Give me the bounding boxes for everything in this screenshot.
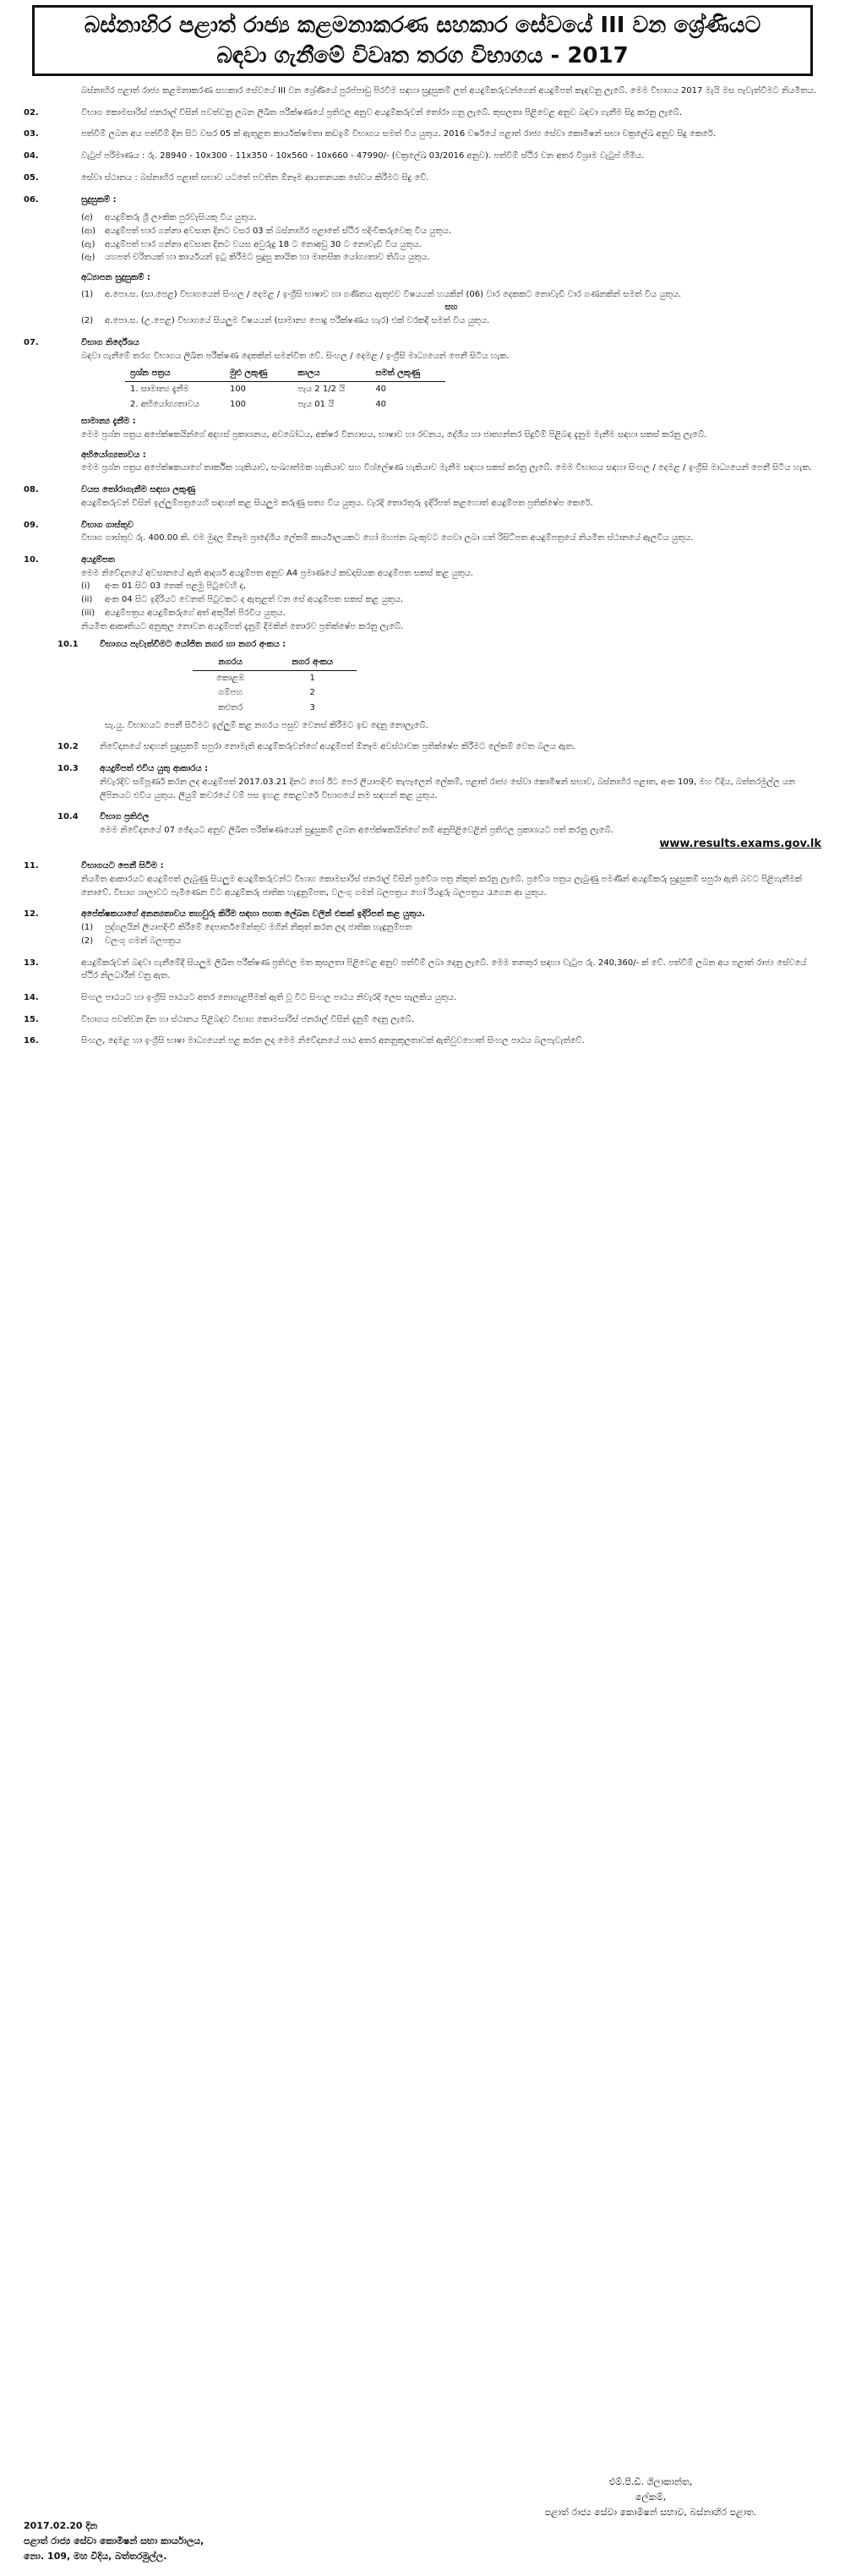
section-heading: විභාග නිර්දේශය (81, 337, 139, 347)
section-number: 10.4 (57, 812, 79, 822)
section-05 (24, 172, 821, 185)
section-07 (24, 336, 821, 363)
section-number: 10.3 (57, 764, 79, 774)
list-item (24, 288, 821, 302)
item-text: අයදුම්කරු ශ්‍රී ලාංකික පුරවැසියකු විය යුතුය. (105, 213, 257, 223)
item-label: (iii) (81, 608, 95, 618)
list-item (24, 593, 821, 607)
section-16 (24, 1034, 821, 1048)
results-url-line (24, 838, 821, 852)
item-label: (ඈ) (81, 253, 95, 263)
table-cell: 1. සාමාන්‍ය දැනීම (130, 384, 189, 394)
list-item (24, 251, 821, 265)
list-item (24, 607, 821, 620)
section-number: 10. (24, 554, 39, 565)
section-10-4 (24, 810, 821, 851)
section-text: නිවැරදිව සම්පූර්ණ කරන ලද අයදුම්පත් 2017.03.21 දිනට හෝ ඊට පෙර ලියාපදිංචි තැපෑලෙන් ලේකම්, පළාත් රාජ්‍ය සේවා කොමිෂන් සභාව, බස්නාහිර පළාත, අංක 109, මහ වීදිය, බත්තරමුල්ල යන ලිපිනයට එවිය යුතුය. ලියුම් කවරයේ වම් පස ඉහළ කෙළවරේ විභාගයේ නම සඳහන් කළ යුතුය. (100, 777, 796, 800)
gk-heading: සාමාන්‍ය දැනීම : (81, 417, 136, 427)
section-number: 14. (24, 992, 39, 1002)
item-label: (2) (81, 936, 94, 946)
section-text: නිවේදනයේ සඳහන් සුදුසුකම් සපුරා නොමැති අයදුම්කරුවන්ගේ අයදුම්පත් ඕනෑම අවස්ථාවක ප්‍රතික්ෂේප කිරීමට ලේකම් වෙත බලය ඇත. (100, 742, 575, 752)
footer-date: 2017.02.20 දින (24, 2520, 98, 2531)
signature-block (473, 2475, 828, 2520)
section-text: මෙම නිවේදනයේ අවසානයේ ඇති ආදර්ශ අයදුම්පත අනුව A4 ප්‍රමාණයේ කඩදාසියක අයදුම්පත සකස් කළ යුතුය. (81, 568, 474, 578)
table-cell: පැය 2 1/2 යි (297, 384, 346, 394)
table-row (193, 701, 357, 716)
table-header: සමත් ලකුණු (370, 366, 445, 381)
section-text: විභාග කොමසාරිස් ජනරාල් විසින් පවත්වනු ලබන ලිඛිත පරීක්ෂණයේ ප්‍රතිඵල අනුව අයදුම්කරුවන් තෝරා ගනු ලැබේ. කුසලතා පිළිවෙළ අනුව බඳවා ගැනීම සිදු කරනු ලැබේ. (81, 107, 683, 117)
section-10 (24, 554, 821, 633)
section-text: නියමිත ආකාරයට අයදුම්පත් ලැබුණු සියලුම අයදුම්කරුවන්ට විභාග කොමසාරිස් ජනරාල් විසින් ප්‍රවේශ පත්‍ර නිකුත් කරනු ලැබේ. ප්‍රවේශ පත්‍රය ලැබුණු පමණින් අයදුම්කරු සුදුසුකම් සපුරා ඇති බවට පිළිගැනීමක් නොවේ. විභාග ශාලාවට පැමිණෙන විට අයදුම්කරු ජාතික හැඳුනුම්පත, වලංගු ගමන් බලපත්‍රය හෝ රියදුරු බලපත්‍රය රැගෙන ආ යුතුය. (81, 875, 802, 898)
item-label: (1) (81, 923, 94, 933)
section-text: මෙම නිවේදනයේ 07 ඡේදයට අනුව ලිඛිත පරීක්ෂණයෙන් සුදුසුකම් ලබන අපේක්ෂකයින්ගේ නම් අනුපිළිවෙළින් ප්‍රතිඵල ප්‍රකාශයට පත් කරනු ලැබේ. (100, 825, 613, 835)
item-text: අ.පො.ස. (උ.පෙළ) විභාගයේ සියලුම විෂයයන් (සාමාන්‍ය පොදු පරීක්ෂණය හැර) එක් වරකදී සමත් විය යුතුය. (105, 316, 490, 326)
section-number: 15. (24, 1014, 39, 1024)
section-number: 08. (24, 485, 39, 495)
intro-paragraph: බස්නාහිර පළාත් රාජ්‍ය කළමනාකරණ සහකාර සේවයේ III වන ශ්‍රේණියේ පුරප්පාඩු පිරවීම සඳහා සුදුසුකම් ලත් අයදුම්කරුවන්ගෙන් අයදුම්පත් කැඳවනු ලැබේ. මෙම විභාගය 2017 මැයි මස පැවැත්වීමට නියමිතය. (81, 86, 816, 96)
section-number: 10.1 (57, 640, 79, 650)
title-line-1: බස්නාහිර පළාත් රාජ්‍ය කළමනාකරණ සහකාර සේවයේ III වන ශ්‍රේණියට (84, 13, 761, 38)
footer-address: නො. 109, මහ වීදිය, බත්තරමුල්ල. (24, 2551, 167, 2562)
item-text: සහ (444, 303, 458, 313)
section-heading: විභාග ප්‍රතිඵල (100, 812, 150, 822)
exam-table (125, 366, 445, 412)
qualifications-list (24, 211, 821, 265)
section-text: අයදුම්කරුවන් බඳවා ගැනීමේදී සියලුම ලිඛිත පරීක්ෂණ ප්‍රතිඵල මත කුසලතා පිළිවෙළ අනුව පත්වීම් ලබා දෙනු ලැබේ. මෙම තනතුර සඳහා වැටුප රු. 240,360/- ක් වේ. පත්වීම් ලබන අය පළාත් රාජ්‍ය සේවයේ ස්ථිර නිලධාරීන් වනු ඇත. (81, 958, 807, 981)
item-text: අ.පො.ස. (සා.පෙළ) විභාගයෙන් සිංහල / දෙමළ / ඉංග්‍රීසි භාෂාව හා ගණිතය ඇතුළුව විෂයයන් හයකින් (06) වාර දෙකකට නොවැඩි වාර ගණනකින් සමත් විය යුතුය. (105, 289, 682, 299)
results-url-link[interactable]: www.results.exams.gov.lk (659, 837, 821, 850)
table-cell: 40 (375, 399, 387, 409)
section-heading: අයදුම්පත (81, 554, 115, 565)
item-label: (2) (81, 316, 94, 326)
section-heading: සුදුසුකම් : (81, 194, 117, 205)
item-label: (ඇ) (81, 239, 95, 249)
table-cell: 2 (309, 688, 315, 698)
list-item (24, 314, 821, 328)
section-number: 13. (24, 958, 39, 968)
section-number: 09. (24, 520, 39, 530)
section-heading: විභාගය පැවැත්වීමට යෝජිත නගර හා නගර අංකය : (100, 640, 286, 650)
item-text: අංක 01 සිට 03 තෙක් පළමු පිටුවෙහි ද, (105, 581, 246, 592)
section-number: 16. (24, 1036, 39, 1046)
section-text: අයදුම්කරුවන් විසින් ඉල්ලුම්පත්‍රයෙහි සඳහන් කළ සියලුම කරුණු සත්‍ය විය යුතුය. වැරදි තොරතුරු ඉදිරිපත් කළහොත් අයදුම්පත ප්‍රතික්ෂේප කෙරේ. (81, 498, 593, 508)
table-cell: 40 (375, 384, 387, 394)
table-cell: පැය 01 යි (297, 399, 335, 409)
section-number: 04. (24, 151, 39, 161)
section-heading: අයදුම්පත් එවිය යුතු ආකාරය : (100, 764, 209, 774)
signature-name: එම්.පී.ඩී. ශිලාකාන්ත, (608, 2476, 693, 2487)
table-header: කාලය (292, 366, 370, 381)
table-cell: 100 (229, 384, 247, 394)
notice-body (24, 85, 821, 1056)
section-text: සේවා ස්ථානය : බස්නාහිර පළාත් සභාව යටතේ පවතින ඕනෑම ආයතනයක සේවය කිරීමට සිදු වේ. (81, 172, 429, 183)
section-heading: වයස තෝරාගැනීම සඳහා ලකුණු (81, 485, 196, 495)
table-header-row (193, 655, 357, 670)
item-label: (1) (81, 289, 94, 299)
section-text-2: නියමිත ආකෘතියට අනුකූල නොවන අයදුම්පත් දැනුම් දීමකින් තොරව ප්‍රතික්ෂේප කරනු ලැබේ. (81, 621, 404, 631)
table-cell: 3 (309, 703, 315, 713)
section-number: 11. (24, 861, 39, 871)
section-text: සිංහල පාඨයට හා ඉංග්‍රීසි පාඨයට අතර නොගැළපීමක් ඇති වූ විට සිංහල පාඨය නිවැරදි ලෙස සැලකිය යුතුය. (81, 992, 457, 1002)
section-02 (24, 106, 821, 120)
list-item (24, 921, 821, 935)
table-header: මුළු ලකුණු (225, 366, 292, 381)
section-number: 05. (24, 172, 39, 183)
title-box (32, 5, 813, 76)
table-cell: කොළඹ (216, 673, 245, 683)
section-text: සිංහල, දෙමළ හා ඉංග්‍රීසි භාෂා මාධ්‍යයෙන් පළ කරන ලද මෙම නිවේදනයේ පාඨ අතර අනනුකූලතාවක් ඇතිවුවහොත් සිංහල පාඨය බලපැවැත්වේ. (81, 1036, 585, 1046)
section-number: 07. (24, 337, 39, 347)
section-text: විභාගය පවත්වන දින හා ස්ථානය පිළිබඳව විභාග කොමසාරිස් ජනරාල් විසින් දැනුම් දෙනු ලැබේ. (81, 1014, 414, 1024)
section-number: 06. (24, 194, 39, 205)
item-text: අයදුම්පත් භාර ගන්නා අවසාන දිනට වසර 03 ක් බස්නාහිර පළාතේ ස්ථිර පදිංචිකරුවෙකු විය යුතුය. (105, 226, 451, 236)
section-number: 02. (24, 107, 39, 117)
table-cell: ගම්පහ (218, 688, 243, 698)
section-number: 10.2 (57, 742, 79, 752)
section-09 (24, 519, 821, 545)
list-item (24, 935, 821, 948)
table-header: නගරය (193, 655, 268, 670)
item-text: අයදුම්පත් භාර ගන්නා අවසාන දිනට වයස අවුරුදු 18 ට නොඅඩු 30 ට නොවැඩි විය යුතුය. (105, 239, 422, 249)
iq-heading: අභියෝග්‍යතාවය : (81, 450, 146, 460)
section-heading: විභාගයට පෙනී සිටීම : (81, 861, 164, 871)
item-label: (ආ) (81, 226, 96, 236)
footer-office: පළාත් රාජ්‍ය සේවා කොමිෂන් සභා කාර්යාලය, (24, 2535, 204, 2546)
list-item (24, 211, 821, 225)
list-item (24, 238, 821, 252)
section-12 (24, 908, 821, 947)
section-10-1 (24, 638, 821, 652)
item-label: (i) (81, 581, 90, 592)
title-line-2: බඳවා ගැනීමේ විවෘත තරග විභාගය - 2017 (216, 43, 629, 68)
list-item (24, 225, 821, 238)
table-header: නගර අංකය (268, 655, 357, 670)
item-text: අංක 04 සිට ඉදිරියට වෙනත් පිටුවකට ද ඇතුළත් වන සේ අයදුම්පත සකස් කළ යුතුය. (105, 595, 404, 605)
table-row (125, 381, 445, 396)
item-text: වලංගු ගමන් බලපත්‍රය (105, 936, 182, 946)
section-10-2 (24, 740, 821, 754)
item-label: (අ) (81, 213, 93, 223)
section-08 (24, 483, 821, 510)
section-text: බඳවා ගැනීමේ තරග විභාගය ලිඛිත පරීක්ෂණ දෙකකින් සමන්විත වේ. සිංහල / දෙමළ / ඉංග්‍රීසි මාධ්‍යයෙන් පෙනී සිටිය හැක. (81, 351, 510, 361)
section-04 (24, 150, 821, 163)
section-text: විභාග ගාස්තුව රු. 400.00 කි. එම මුදල ඕනෑම ප්‍රාදේශීය ලේකම් කාර්යාලයකට හෝ මහජන බැංකුවට ගෙවා ලබා ගත් රිසිට්පත අයදුම්පත්‍රයේ නියමිත ස්ථානයේ ඇලවිය යුතුය. (81, 533, 694, 543)
table-header: ප්‍රශ්න පත්‍රය (125, 366, 225, 381)
list-item (24, 580, 821, 593)
section-text: පත්වීම් ලබන අය පත්වීම් දින සිට වසර 05 ක් ඇතුළත කාර්යක්ෂමතා කඩඉම් විභාගය සමත් විය යුතුය. 2016 වර්ෂයේ පළාත් රාජ්‍ය සේවා කොමිෂන් සභා චක්‍රලේඛ අනුව සිදු කෙරේ. (81, 129, 716, 139)
iq-text: මෙම ප්‍රශ්න පත්‍රය අපේක්ෂකයාගේ තාර්කික හැකියාව, සංඛ්‍යාත්මක හැකියාව සහ විශ්ලේෂණ හැකියාව මැනීම සඳහා සකස් කරනු ලැබේ. මෙම විභාගය සඳහා සිංහල / දෙමළ / ඉංග්‍රීසි මාධ්‍යයෙන් පෙනී සිටිය හැක. (81, 463, 812, 473)
signature-post: ලේකම්, (635, 2491, 667, 2502)
table-header-row (125, 366, 445, 381)
education-list (24, 288, 821, 328)
footer-block (24, 2519, 204, 2564)
item-label: (ii) (81, 595, 93, 605)
section-number: 12. (24, 909, 39, 920)
item-text: යහපත් චරිතයක් හා කාර්යයන් ඉටු කිරීමට සුදුසු කායික හා මානසික යෝග්‍යතාව තිබිය යුතුය. (105, 253, 430, 263)
table-row (193, 670, 357, 685)
table-row (125, 397, 445, 412)
section-11 (24, 860, 821, 899)
section-10-3 (24, 762, 821, 802)
table-cell: 1 (309, 673, 315, 683)
table-cell: 100 (229, 399, 247, 409)
item-text: පුද්ගලයින් ලියාපදිංචි කිරීමේ දෙපාර්තමේන්තුව මගින් නිකුත් කරන ලද ජාතික හැඳුනුම්පත (105, 923, 412, 933)
gk-text: මෙම ප්‍රශ්න පත්‍රය අපේක්ෂකයින්ගේ අදහස් ප්‍රකාශනය, අවබෝධය, අක්ෂර වින්‍යාසය, භාෂාව හා රචනය, දේශීය හා ජාත්‍යන්තර සිදුවීම් පිළිබඳ දැනුම මැනීම සඳහා සකස් කරනු ලැබේ. (81, 430, 707, 440)
section-06 (24, 194, 821, 207)
section-15 (24, 1013, 821, 1027)
section-heading: අපේක්ෂකයාගේ අනන්‍යතාවය තහවුරු කිරීම සඳහා පහත ලේඛන වලින් එකක් ඉදිරිපත් කළ යුතුය. (81, 909, 426, 920)
signature-org: පළාත් රාජ්‍ය සේවා කොමිෂන් සභාව, බස්නාහිර පළාත. (544, 2507, 757, 2518)
section-13 (24, 957, 821, 983)
town-note: සැ.යු. විභාගයට පෙනී සිටීමට ඉල්ලුම් කළ නගරය පසුව වෙනස් කිරීමට ඉඩ දෙනු නොලැබේ. (105, 720, 428, 730)
section-heading: විභාග ගාස්තුව (81, 520, 134, 530)
table-cell: 2. අභියෝග්‍යතාවය (130, 399, 199, 409)
section-14 (24, 991, 821, 1005)
section-number: 03. (24, 129, 39, 139)
section-text: වැටුප් පරිමාණය : රු. 28940 - 10x300 - 11x350 - 10x560 - 10x660 - 47990/- (චක්‍රලේඛ 03/2016 අනුව). පත්වීම් ස්ථිර වන අතර විශ්‍රාම වැටුප් හිමිය. (81, 151, 645, 161)
table-cell: කළුතර (218, 703, 243, 713)
list-item (24, 301, 821, 314)
town-table (193, 655, 357, 716)
education-heading: අධ්‍යාපන සුදුසුකම් : (81, 273, 150, 283)
table-row (193, 685, 357, 701)
section-03 (24, 128, 821, 141)
item-text: අයදුම්පත්‍රය අයදුම්කරුගේ අත් අකුරින් පිරවිය යුතුය. (105, 608, 286, 618)
